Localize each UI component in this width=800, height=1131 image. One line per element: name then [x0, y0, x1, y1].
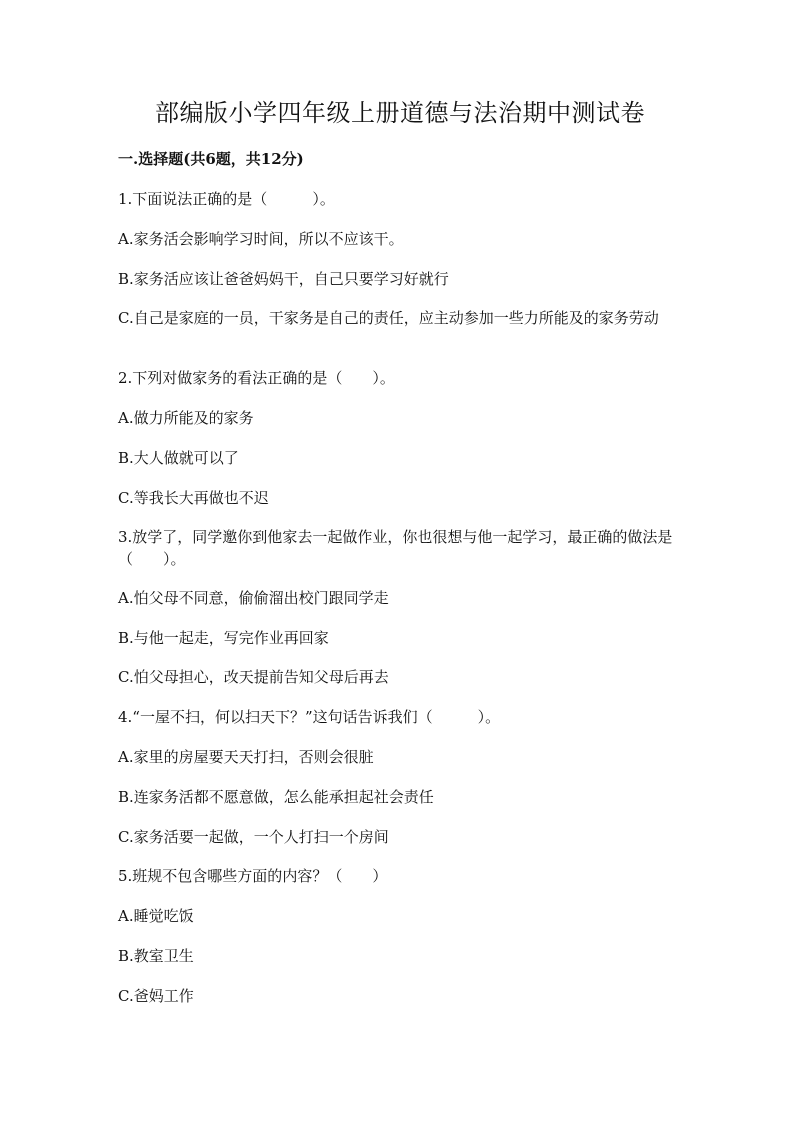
- question-2-stem: 2.下列对做家务的看法正确的是（ ）。: [118, 369, 395, 387]
- question-4-option-a: A.家里的房屋要天天打扫，否则会很脏: [118, 748, 374, 766]
- question-5-stem: 5.班规不包含哪些方面的内容？（ ）: [118, 867, 388, 885]
- question-4-stem: 4.“一屋不扫，何以扫天下？”这句话告诉我们（ ）。: [118, 708, 501, 726]
- question-4-option-c: C.家务活要一起做，一个人打扫一个房间: [118, 828, 389, 846]
- question-1-option-c: C.自己是家庭的一员，干家务是自己的责任，应主动参加一些力所能及的家务劳动: [118, 309, 659, 327]
- question-5-option-a: A.睡觉吃饭: [118, 907, 194, 925]
- question-3-option-b: B.与他一起走，写完作业再回家: [118, 629, 329, 647]
- question-3-option-c: C.怕父母担心，改天提前告知父母后再去: [118, 668, 389, 686]
- question-3-stem: 3.放学了，同学邀你到他家去一起做作业，你也很想与他一起学习，最正确的做法是（ ）。: [118, 528, 673, 568]
- question-5-option-b: B.教室卫生: [118, 947, 194, 965]
- question-2-option-c: C.等我长大再做也不迟: [118, 489, 269, 507]
- page-title: 部编版小学四年级上册道德与法治期中测试卷: [155, 99, 645, 127]
- question-1-stem: 1.下面说法正确的是（ ）。: [118, 190, 335, 208]
- question-5-option-c: C.爸妈工作: [118, 987, 194, 1005]
- question-3-option-a: A.怕父母不同意，偷偷溜出校门跟同学走: [118, 589, 389, 607]
- question-1-option-b: B.家务活应该让爸爸妈妈干，自己只要学习好就行: [118, 270, 449, 288]
- question-2-option-b: B.大人做就可以了: [118, 449, 239, 467]
- section-heading: 一.选择题(共6题，共12分): [118, 150, 304, 168]
- question-1-option-a: A.家务活会影响学习时间，所以不应该干。: [118, 230, 404, 248]
- question-2-option-a: A.做力所能及的家务: [118, 409, 254, 427]
- question-4-option-b: B.连家务活都不愿意做，怎么能承担起社会责任: [118, 788, 434, 806]
